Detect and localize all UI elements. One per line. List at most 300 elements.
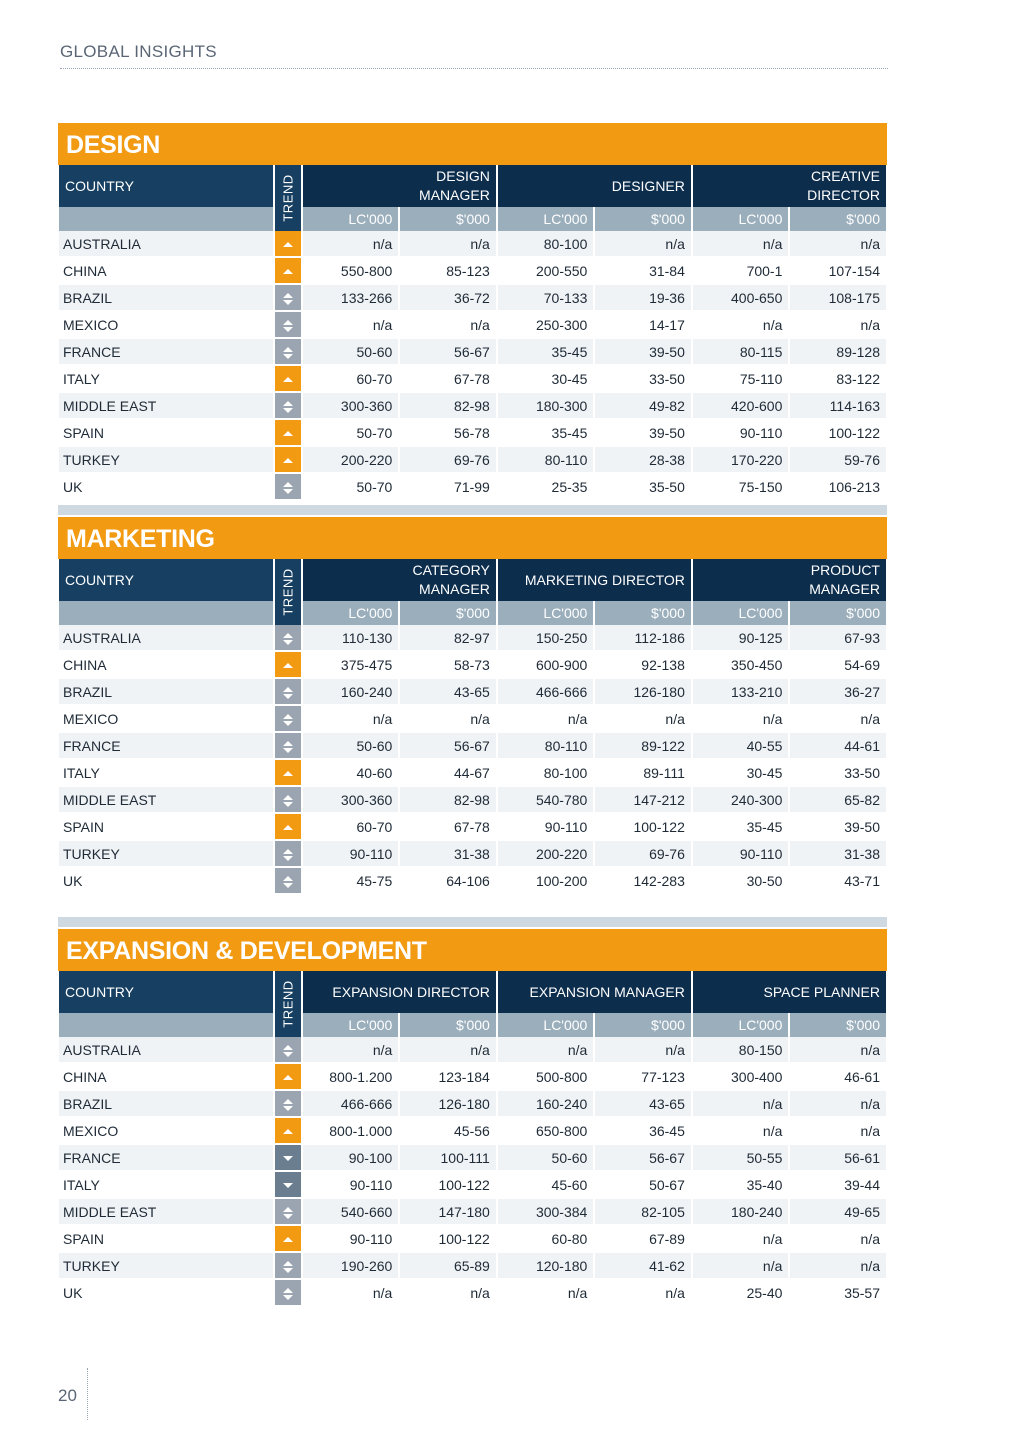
salary-value: n/a [400, 231, 496, 258]
salary-value: n/a [693, 1118, 789, 1145]
salary-value: 50-70 [303, 420, 399, 447]
currency-label: LC'000 [498, 1013, 594, 1037]
table-row [59, 231, 886, 258]
role-header [303, 971, 496, 1013]
currency-header-blank [59, 207, 273, 231]
trend-indicator [275, 447, 300, 474]
section-title: DESIGN [58, 123, 887, 165]
trend-label: TREND [280, 568, 296, 616]
trend-down-icon [282, 1179, 294, 1193]
salary-value: 40-55 [693, 733, 789, 760]
salary-value: 466-666 [303, 1091, 399, 1118]
salary-value: 250-300 [498, 312, 594, 339]
salary-value: n/a [790, 1118, 886, 1145]
table-header-row [59, 165, 886, 207]
country-name: FRANCE [59, 1145, 273, 1172]
salary-value: n/a [303, 231, 399, 258]
section-title: MARKETING [58, 517, 887, 559]
section-title: EXPANSION & DEVELOPMENT [58, 929, 887, 971]
table-row [59, 706, 886, 733]
salary-value: 45-60 [498, 1172, 594, 1199]
salary-value: 90-110 [303, 1226, 399, 1253]
trend-indicator [275, 841, 300, 868]
country-header: COUNTRY [59, 165, 273, 207]
salary-value: 147-212 [595, 787, 691, 814]
salary-value: 89-111 [595, 760, 691, 787]
trend-indicator [275, 868, 300, 895]
table-row [59, 420, 886, 447]
country-name: MIDDLE EAST [59, 787, 273, 814]
salary-value: 133-210 [693, 679, 789, 706]
trend-indicator [275, 706, 300, 733]
currency-label: LC'000 [498, 207, 594, 231]
salary-value: 107-154 [790, 258, 886, 285]
salary-value: 180-240 [693, 1199, 789, 1226]
salary-value: 126-180 [595, 679, 691, 706]
country-name: CHINA [59, 258, 273, 285]
salary-value: 180-300 [498, 393, 594, 420]
salary-value: n/a [303, 706, 399, 733]
country-name: BRAZIL [59, 1091, 273, 1118]
table-row [59, 814, 886, 841]
salary-value: 60-70 [303, 366, 399, 393]
trend-header [275, 165, 300, 231]
trend-label: TREND [280, 174, 296, 222]
salary-value: 67-93 [790, 625, 886, 652]
salary-value: n/a [498, 1037, 594, 1064]
section-0 [58, 123, 887, 501]
country-name: SPAIN [59, 420, 273, 447]
salary-value: 60-70 [303, 814, 399, 841]
trend-flat-icon [282, 1044, 294, 1058]
salary-value: 56-61 [790, 1145, 886, 1172]
salary-value: 240-300 [693, 787, 789, 814]
salary-value: 600-900 [498, 652, 594, 679]
salary-value: 170-220 [693, 447, 789, 474]
section-1 [58, 517, 887, 895]
trend-label: TREND [280, 980, 296, 1028]
salary-value: 49-82 [595, 393, 691, 420]
salary-value: 112-186 [595, 625, 691, 652]
role-header [498, 559, 691, 601]
salary-value: 375-475 [303, 652, 399, 679]
page-number: 20 [58, 1386, 77, 1405]
table-row [59, 258, 886, 285]
country-name: UK [59, 474, 273, 501]
table-row [59, 787, 886, 814]
salary-value: 100-200 [498, 868, 594, 895]
salary-value: 71-99 [400, 474, 496, 501]
trend-flat-icon [282, 848, 294, 862]
salary-value: 54-69 [790, 652, 886, 679]
salary-value: n/a [693, 1226, 789, 1253]
country-header: COUNTRY [59, 559, 273, 601]
salary-value: 44-61 [790, 733, 886, 760]
currency-header-blank [59, 1013, 273, 1037]
salary-value: 200-550 [498, 258, 594, 285]
salary-value: 49-65 [790, 1199, 886, 1226]
currency-label: $'000 [400, 207, 496, 231]
salary-value: n/a [303, 1280, 399, 1307]
trend-flat-icon [282, 292, 294, 306]
trend-up-icon [282, 373, 294, 387]
role-header [303, 165, 496, 207]
currency-label: LC'000 [693, 207, 789, 231]
country-name: SPAIN [59, 1226, 273, 1253]
salary-value: 39-50 [790, 814, 886, 841]
salary-value: n/a [693, 312, 789, 339]
currency-label: LC'000 [303, 601, 399, 625]
trend-indicator [275, 1172, 300, 1199]
country-name: ITALY [59, 760, 273, 787]
salary-value: n/a [400, 706, 496, 733]
salary-value: 35-50 [595, 474, 691, 501]
trend-up-icon [282, 1071, 294, 1085]
salary-value: n/a [790, 231, 886, 258]
salary-value: 50-70 [303, 474, 399, 501]
trend-indicator [275, 1118, 300, 1145]
salary-value: 500-800 [498, 1064, 594, 1091]
salary-value: 35-40 [693, 1172, 789, 1199]
trend-indicator [275, 1199, 300, 1226]
trend-flat-icon [282, 1206, 294, 1220]
salary-value: 80-150 [693, 1037, 789, 1064]
trend-flat-icon [282, 319, 294, 333]
salary-value: 69-76 [400, 447, 496, 474]
salary-value: 80-115 [693, 339, 789, 366]
currency-header-row [59, 1013, 886, 1037]
trend-up-icon [282, 821, 294, 835]
salary-value: 70-133 [498, 285, 594, 312]
salary-value: n/a [790, 1253, 886, 1280]
currency-label: $'000 [595, 207, 691, 231]
salary-value: 44-67 [400, 760, 496, 787]
trend-flat-icon [282, 346, 294, 360]
section-2 [58, 929, 887, 1307]
salary-value: 50-60 [498, 1145, 594, 1172]
salary-value: 67-78 [400, 366, 496, 393]
role-label: DIRECTOR [807, 187, 880, 203]
currency-label: LC'000 [498, 601, 594, 625]
salary-value: n/a [790, 706, 886, 733]
trend-indicator [275, 339, 300, 366]
trend-up-icon [282, 238, 294, 252]
role-label: SPACE PLANNER [763, 983, 880, 1000]
page-number-divider [87, 1368, 88, 1420]
trend-indicator [275, 285, 300, 312]
salary-value: 56-67 [400, 733, 496, 760]
salary-value: 550-800 [303, 258, 399, 285]
role-header [693, 971, 886, 1013]
role-label: CREATIVE [811, 168, 880, 184]
currency-label: $'000 [400, 1013, 496, 1037]
salary-value: 35-45 [498, 420, 594, 447]
salary-value: 39-50 [595, 420, 691, 447]
salary-value: 33-50 [790, 760, 886, 787]
trend-indicator [275, 231, 300, 258]
salary-value: 400-650 [693, 285, 789, 312]
salary-value: 90-110 [693, 841, 789, 868]
trend-up-icon [282, 767, 294, 781]
table-row [59, 1118, 886, 1145]
role-header [693, 559, 886, 601]
salary-value: 59-76 [790, 447, 886, 474]
salary-value: 19-36 [595, 285, 691, 312]
salary-value: 120-180 [498, 1253, 594, 1280]
table-row [59, 339, 886, 366]
role-label: DESIGN [436, 168, 490, 184]
trend-indicator [275, 312, 300, 339]
salary-value: 43-65 [400, 679, 496, 706]
salary-value: 466-666 [498, 679, 594, 706]
salary-value: n/a [595, 1280, 691, 1307]
salary-table [57, 971, 888, 1307]
table-row [59, 679, 886, 706]
table-row [59, 1226, 886, 1253]
trend-indicator [275, 1226, 300, 1253]
trend-up-icon [282, 427, 294, 441]
salary-value: 150-250 [498, 625, 594, 652]
country-name: FRANCE [59, 339, 273, 366]
salary-value: n/a [595, 706, 691, 733]
trend-flat-icon [282, 794, 294, 808]
salary-value: 31-84 [595, 258, 691, 285]
table-row [59, 733, 886, 760]
salary-value: 90-110 [303, 841, 399, 868]
salary-value: 31-38 [400, 841, 496, 868]
table-row [59, 1199, 886, 1226]
salary-value: 126-180 [400, 1091, 496, 1118]
salary-value: 350-450 [693, 652, 789, 679]
country-name: MEXICO [59, 706, 273, 733]
salary-value: 300-360 [303, 787, 399, 814]
trend-flat-icon [282, 481, 294, 495]
role-label: MARKETING DIRECTOR [524, 571, 685, 588]
salary-value: 35-57 [790, 1280, 886, 1307]
salary-value: 160-240 [303, 679, 399, 706]
table-row [59, 474, 886, 501]
table-header-row [59, 971, 886, 1013]
salary-value: 110-130 [303, 625, 399, 652]
currency-label: $'000 [790, 207, 886, 231]
trend-indicator [275, 1253, 300, 1280]
salary-value: n/a [595, 231, 691, 258]
salary-value: n/a [595, 1037, 691, 1064]
country-name: MEXICO [59, 1118, 273, 1145]
trend-indicator [275, 787, 300, 814]
role-label: MANAGER [419, 187, 490, 203]
trend-indicator [275, 258, 300, 285]
role-label: DESIGNER [611, 177, 685, 194]
table-row [59, 625, 886, 652]
country-name: MIDDLE EAST [59, 1199, 273, 1226]
currency-label: $'000 [595, 1013, 691, 1037]
table-row [59, 652, 886, 679]
table-row [59, 1280, 886, 1307]
trend-header [275, 971, 300, 1037]
trend-indicator [275, 1280, 300, 1307]
trend-flat-icon [282, 740, 294, 754]
salary-value: 100-122 [595, 814, 691, 841]
salary-value: 67-89 [595, 1226, 691, 1253]
salary-value: 43-71 [790, 868, 886, 895]
table-row [59, 1064, 886, 1091]
role-label: PRODUCT [810, 562, 880, 578]
trend-indicator [275, 814, 300, 841]
salary-value: 30-50 [693, 868, 789, 895]
salary-value: 800-1.200 [303, 1064, 399, 1091]
salary-value: 35-45 [498, 339, 594, 366]
salary-value: 40-60 [303, 760, 399, 787]
table-row [59, 1172, 886, 1199]
salary-value: 39-44 [790, 1172, 886, 1199]
currency-label: $'000 [790, 1013, 886, 1037]
trend-indicator [275, 652, 300, 679]
trend-header [275, 559, 300, 625]
salary-value: 80-100 [498, 231, 594, 258]
salary-value: n/a [693, 231, 789, 258]
table-row [59, 366, 886, 393]
salary-value: 80-110 [498, 733, 594, 760]
trend-indicator [275, 1145, 300, 1172]
trend-indicator [275, 366, 300, 393]
table-row [59, 841, 886, 868]
salary-value: n/a [693, 706, 789, 733]
salary-value: 46-61 [790, 1064, 886, 1091]
salary-value: 100-122 [400, 1172, 496, 1199]
salary-value: 45-75 [303, 868, 399, 895]
salary-table [57, 165, 888, 501]
country-name: UK [59, 1280, 273, 1307]
salary-value: 200-220 [303, 447, 399, 474]
role-label: EXPANSION MANAGER [529, 983, 685, 1000]
trend-flat-icon [282, 1098, 294, 1112]
salary-value: 82-98 [400, 787, 496, 814]
salary-value: 540-780 [498, 787, 594, 814]
country-name: BRAZIL [59, 679, 273, 706]
country-name: ITALY [59, 1172, 273, 1199]
trend-up-icon [282, 1125, 294, 1139]
salary-value: 85-123 [400, 258, 496, 285]
country-name: TURKEY [59, 841, 273, 868]
salary-value: n/a [498, 1280, 594, 1307]
country-name: TURKEY [59, 447, 273, 474]
country-name: MIDDLE EAST [59, 393, 273, 420]
salary-value: 67-78 [400, 814, 496, 841]
trend-indicator [275, 1037, 300, 1064]
currency-label: $'000 [790, 601, 886, 625]
trend-up-icon [282, 265, 294, 279]
salary-value: 114-163 [790, 393, 886, 420]
salary-value: 28-38 [595, 447, 691, 474]
country-name: TURKEY [59, 1253, 273, 1280]
salary-value: n/a [693, 1091, 789, 1118]
salary-value: n/a [400, 1280, 496, 1307]
salary-value: 300-360 [303, 393, 399, 420]
salary-value: 50-60 [303, 339, 399, 366]
salary-value: 25-40 [693, 1280, 789, 1307]
salary-value: 65-89 [400, 1253, 496, 1280]
country-name: SPAIN [59, 814, 273, 841]
salary-value: n/a [400, 1037, 496, 1064]
salary-value: 64-106 [400, 868, 496, 895]
salary-value: 89-122 [595, 733, 691, 760]
table-row [59, 312, 886, 339]
salary-value: 65-82 [790, 787, 886, 814]
salary-value: 75-150 [693, 474, 789, 501]
country-header: COUNTRY [59, 971, 273, 1013]
salary-value: 90-110 [498, 814, 594, 841]
country-name: CHINA [59, 652, 273, 679]
section-separator [58, 505, 887, 515]
role-header [693, 165, 886, 207]
table-row [59, 447, 886, 474]
salary-value: 56-67 [595, 1145, 691, 1172]
salary-value: 82-105 [595, 1199, 691, 1226]
trend-flat-icon [282, 686, 294, 700]
salary-value: 123-184 [400, 1064, 496, 1091]
country-name: AUSTRALIA [59, 231, 273, 258]
salary-value: n/a [790, 312, 886, 339]
salary-value: n/a [790, 1037, 886, 1064]
salary-value: n/a [498, 706, 594, 733]
role-header [498, 165, 691, 207]
currency-header-row [59, 601, 886, 625]
trend-indicator [275, 474, 300, 501]
table-row [59, 760, 886, 787]
trend-indicator [275, 679, 300, 706]
trend-indicator [275, 625, 300, 652]
section-separator [58, 917, 887, 927]
page-header: GLOBAL INSIGHTS [60, 42, 888, 69]
salary-value: 30-45 [498, 366, 594, 393]
country-name: CHINA [59, 1064, 273, 1091]
salary-value: 92-138 [595, 652, 691, 679]
country-name: MEXICO [59, 312, 273, 339]
salary-value: 200-220 [498, 841, 594, 868]
role-label: MANAGER [419, 581, 490, 597]
salary-value: 133-266 [303, 285, 399, 312]
role-header [498, 971, 691, 1013]
trend-indicator [275, 733, 300, 760]
salary-value: 82-98 [400, 393, 496, 420]
salary-value: 56-67 [400, 339, 496, 366]
trend-flat-icon [282, 713, 294, 727]
salary-value: 45-56 [400, 1118, 496, 1145]
salary-value: 36-72 [400, 285, 496, 312]
role-label: MANAGER [809, 581, 880, 597]
trend-flat-icon [282, 400, 294, 414]
currency-header-row [59, 207, 886, 231]
currency-label: LC'000 [303, 1013, 399, 1037]
country-name: AUSTRALIA [59, 625, 273, 652]
trend-flat-icon [282, 1287, 294, 1301]
salary-value: 108-175 [790, 285, 886, 312]
salary-value: 90-110 [303, 1172, 399, 1199]
table-row [59, 393, 886, 420]
salary-value: 80-100 [498, 760, 594, 787]
salary-value: n/a [303, 312, 399, 339]
salary-value: 35-45 [693, 814, 789, 841]
table-row [59, 1037, 886, 1064]
salary-value: 50-60 [303, 733, 399, 760]
salary-value: 82-97 [400, 625, 496, 652]
currency-label: $'000 [400, 601, 496, 625]
trend-indicator [275, 1091, 300, 1118]
salary-value: 90-100 [303, 1145, 399, 1172]
salary-value: n/a [790, 1091, 886, 1118]
salary-value: 41-62 [595, 1253, 691, 1280]
